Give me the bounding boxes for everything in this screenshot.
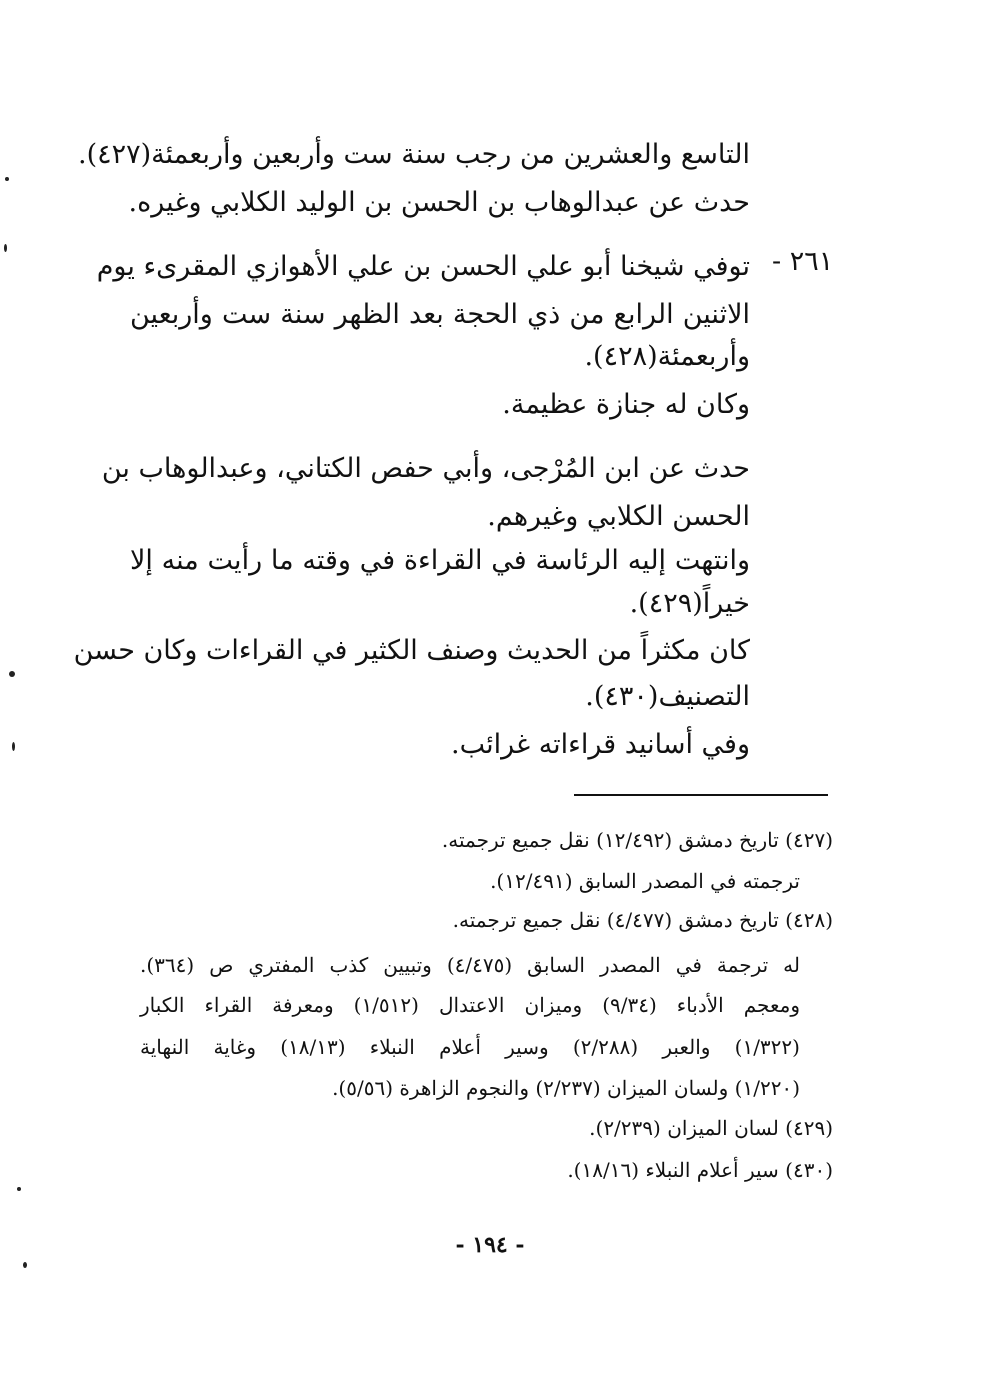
scan-speck: [17, 1187, 21, 1191]
footnote-line-8: (٤٢٩) لسان الميزان (٢/٢٣٩).: [589, 1116, 833, 1140]
footnote-line-4: له ترجمة في المصدر السابق (٤/٤٧٥) وتبيين كذب المفتري ص (٣٦٤).: [140, 953, 800, 977]
body-line-9: وانتهت إليه الرئاسة في القراءة في وقته ما رأيت منه إلا: [130, 545, 750, 576]
scan-speck: [23, 1262, 27, 1268]
entry-number: ٢٦١ -: [772, 246, 834, 277]
body-line-7: حدث عن ابن المُرْجى، وأبي حفص الكتاني، وعبدالوهاب بن: [101, 453, 750, 484]
scan-speck: [4, 244, 7, 252]
scan-speck: [5, 177, 9, 181]
page-number: - ١٩٤ -: [455, 1232, 525, 1258]
body-line-11: كان مكثراً من الحديث وصنف الكثير في القراءات وكان حسن: [73, 635, 750, 666]
footnote-separator: [574, 794, 828, 796]
body-line-1: التاسع والعشرين من رجب سنة ست وأربعين وأربعمئة(٤٢٧).: [78, 139, 750, 170]
scan-speck: [9, 671, 15, 677]
body-line-10: خيراً(٤٢٩).: [629, 588, 750, 619]
scan-speck: [12, 742, 15, 751]
footnote-line-9: (٤٣٠) سير أعلام النبلاء (١٨/١٦).: [567, 1158, 833, 1182]
body-line-6: وكان له جنازة عظيمة.: [502, 389, 750, 420]
footnote-line-5: ومعجم الأدباء (٩/٣٤) وميزان الاعتدال (١/٥١٢) ومعرفة القراء الكبار: [140, 993, 800, 1017]
body-line-5: وأربعمئة(٤٢٨).: [584, 341, 750, 372]
footnote-line-6: (١/٣٢٢) والعبر (٢/٢٨٨) وسير أعلام النبلاء (١٨/١٣) وغاية النهاية: [140, 1035, 800, 1059]
body-line-8: الحسن الكلابي وغيرهم.: [487, 501, 750, 532]
footnote-line-2: ترجمته في المصدر السابق (١٢/٤٩١).: [490, 869, 800, 893]
body-line-4: الاثنين الرابع من ذي الحجة بعد الظهر سنة ست وأربعين: [130, 299, 750, 330]
footnote-line-3: (٤٢٨) تاريخ دمشق (٤/٤٧٧) نقل جميع ترجمته.: [452, 908, 833, 932]
footnote-line-7: (١/٢٢٠) ولسان الميزان (٢/٢٣٧) والنجوم الزاهرة (٥/٥٦).: [332, 1076, 800, 1100]
body-line-12: التصنيف(٤٣٠).: [585, 681, 750, 712]
body-line-13: وفي أسانيد قراءاته غرائب.: [450, 729, 750, 760]
body-line-2: حدث عن عبدالوهاب بن الحسن بن الوليد الكلابي وغيره.: [128, 187, 750, 218]
footnote-line-1: (٤٢٧) تاريخ دمشق (١٢/٤٩٢) نقل جميع ترجمته.: [441, 828, 833, 852]
body-line-3: توفي شيخنا أبو علي الحسن بن علي الأهوازي المقرىء يوم: [96, 251, 750, 282]
